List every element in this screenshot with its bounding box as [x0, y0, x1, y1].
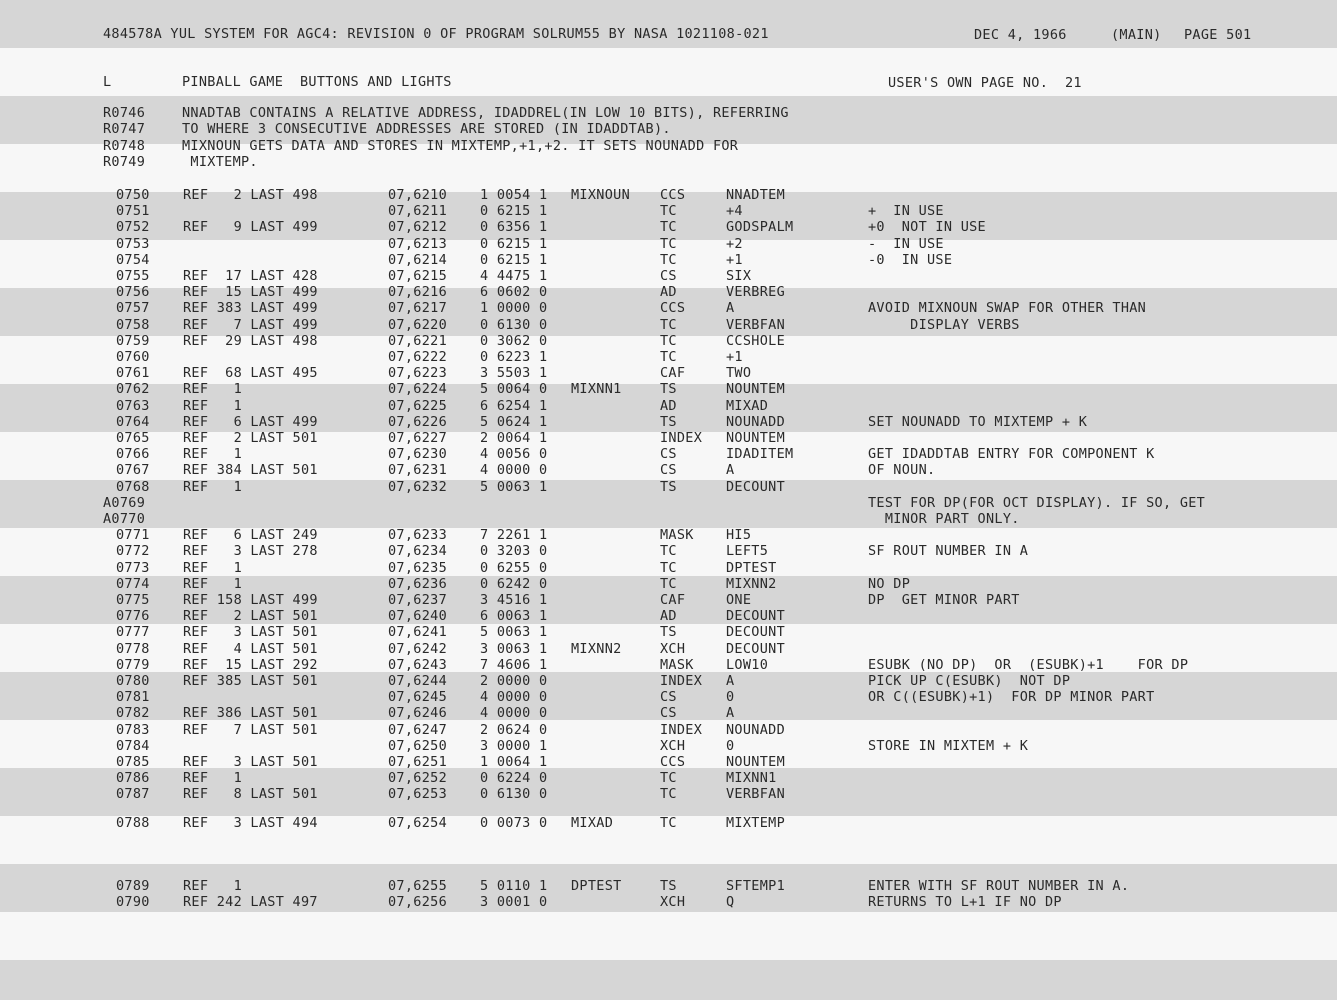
- listing-cross-reference: REF 158 LAST 499: [183, 592, 318, 608]
- listing-opcode: TS: [660, 624, 677, 641]
- listing-cross-reference: REF 15 LAST 499: [183, 284, 318, 301]
- listing-object-code: 4 0000 0: [480, 689, 548, 706]
- remark-line-number: R0746: [103, 105, 146, 121]
- listing-cross-reference: REF 7 LAST 501: [183, 721, 318, 738]
- listing-line-number: 0784: [116, 737, 150, 754]
- listing-cross-reference: REF 1: [183, 397, 242, 414]
- listing-operand: CCSHOLE: [726, 332, 785, 349]
- listing-cross-reference: REF 1: [183, 446, 242, 463]
- listing-comment: -0 IN USE: [868, 251, 953, 268]
- listing-opcode: INDEX: [660, 673, 703, 689]
- listing-cross-reference: REF 1: [183, 559, 242, 576]
- listing-line-number: 0754: [116, 251, 150, 268]
- listing-address: 07,6221: [388, 332, 447, 349]
- listing-comment: STORE IN MIXTEM + K: [868, 737, 1029, 754]
- listing-line-number: 0762: [116, 381, 150, 398]
- listing-operand: SIX: [726, 268, 752, 284]
- listing-address: 07,6253: [388, 786, 447, 803]
- listing-cross-reference: REF 9 LAST 499: [183, 219, 318, 236]
- remark-text: TO WHERE 3 CONSECUTIVE ADDRESSES ARE STORED (IN IDADDTAB).: [182, 121, 671, 138]
- listing-operand: DECOUNT: [726, 478, 785, 495]
- listing-cross-reference: REF 242 LAST 497: [183, 894, 318, 910]
- listing-cross-reference: REF 6 LAST 249: [183, 527, 318, 544]
- listing-comment: SF ROUT NUMBER IN A: [868, 543, 1029, 560]
- listing-opcode: TC: [660, 235, 677, 252]
- remark-line-number: R0747: [103, 121, 146, 138]
- listing-opcode: MASK: [660, 527, 694, 544]
- listing-line-number: 0772: [116, 543, 150, 560]
- listing-opcode: TC: [660, 770, 677, 787]
- listing-comment: GET IDADDTAB ENTRY FOR COMPONENT K: [868, 446, 1155, 463]
- listing-comment: PICK UP C(ESUBK) NOT DP: [868, 673, 1071, 689]
- listing-comment: AVOID MIXNOUN SWAP FOR OTHER THAN: [868, 300, 1147, 317]
- listing-operand: NOUNADD: [726, 413, 785, 430]
- listing-address: 07,6230: [388, 446, 447, 463]
- listing-address: 07,6241: [388, 624, 447, 641]
- listing-operand: GODSPALM: [726, 219, 794, 236]
- listing-opcode: AD: [660, 608, 677, 625]
- listing-address: 07,6242: [388, 640, 447, 657]
- listing-operand: MIXAD: [726, 397, 769, 414]
- listing-cross-reference: REF 3 LAST 501: [183, 624, 318, 641]
- listing-object-code: 7 4606 1: [480, 656, 548, 673]
- listing-address: 07,6251: [388, 754, 447, 770]
- listing-line-number: 0767: [116, 462, 150, 479]
- listing-cross-reference: REF 6 LAST 499: [183, 413, 318, 430]
- listing-operand: A: [726, 705, 735, 722]
- listing-operand: VERBFAN: [726, 316, 785, 333]
- listing-cross-reference: REF 15 LAST 292: [183, 656, 318, 673]
- listing-line-number: 0756: [116, 284, 150, 301]
- listing-address: 07,6215: [388, 268, 447, 284]
- listing-object-code: 5 0624 1: [480, 413, 548, 430]
- listing-line-number: 0783: [116, 721, 150, 738]
- listing-address: 07,6213: [388, 235, 447, 252]
- listing-label: MIXNN2: [571, 640, 622, 657]
- listing-operand: 0: [726, 689, 735, 706]
- listing-comment: MINOR PART ONLY.: [868, 511, 1020, 527]
- header-section: (MAIN): [1111, 27, 1162, 43]
- listing-operand: NOUNTEM: [726, 381, 785, 398]
- listing-object-code: 3 0000 1: [480, 737, 548, 754]
- listing-opcode: XCH: [660, 640, 686, 657]
- listing-cross-reference: REF 7 LAST 499: [183, 316, 318, 333]
- listing-operand: NOUNTEM: [726, 430, 785, 446]
- listing-object-code: 0 6255 0: [480, 559, 548, 576]
- listing-opcode: TS: [660, 381, 677, 398]
- listing-object-code: 0 6215 1: [480, 203, 548, 220]
- listing-opcode: TS: [660, 878, 677, 894]
- listing-line-number: 0760: [116, 349, 150, 365]
- listing-cross-reference: REF 384 LAST 501: [183, 462, 318, 479]
- listing-opcode: CAF: [660, 592, 686, 608]
- listing-comment: SET NOUNADD TO MIXTEMP + K: [868, 413, 1088, 430]
- listing-line-number: 0753: [116, 235, 150, 252]
- listing-operand: LEFT5: [726, 543, 769, 560]
- listing-opcode: TC: [660, 349, 677, 365]
- listing-line-number: 0773: [116, 559, 150, 576]
- listing-cross-reference: REF 1: [183, 878, 242, 894]
- listing-opcode: CCS: [660, 187, 686, 203]
- listing-operand: Q: [726, 894, 735, 910]
- listing-comment: +0 NOT IN USE: [868, 219, 986, 236]
- listing-object-code: 6 0063 1: [480, 608, 548, 625]
- listing-address: 07,6220: [388, 316, 447, 333]
- listing-cross-reference: REF 386 LAST 501: [183, 705, 318, 722]
- listing-operand: A: [726, 300, 735, 317]
- listing-address: 07,6250: [388, 737, 447, 754]
- listing-address: 07,6232: [388, 478, 447, 495]
- listing-address: 07,6256: [388, 894, 447, 910]
- listing-operand: A: [726, 673, 735, 689]
- listing-address: 07,6236: [388, 575, 447, 592]
- listing-label: MIXAD: [571, 815, 614, 831]
- listing-object-code: 4 4475 1: [480, 268, 548, 284]
- listing-line-number: 0765: [116, 430, 150, 446]
- listing-comment: OF NOUN.: [868, 462, 936, 479]
- listing-operand: +1: [726, 251, 743, 268]
- listing-address: 07,6217: [388, 300, 447, 317]
- listing-line-number: A0769: [103, 494, 146, 511]
- listing-object-code: 1 0000 0: [480, 300, 548, 317]
- listing-operand: SFTEMP1: [726, 878, 785, 894]
- listing-operand: ONE: [726, 592, 752, 608]
- listing-address: 07,6235: [388, 559, 447, 576]
- listing-cross-reference: REF 3 LAST 278: [183, 543, 318, 560]
- listing-object-code: 0 6223 1: [480, 349, 548, 365]
- header-date: DEC 4, 1966: [974, 27, 1067, 43]
- listing-operand: DECOUNT: [726, 608, 785, 625]
- listing-address: 07,6247: [388, 721, 447, 738]
- listing-object-code: 6 6254 1: [480, 397, 548, 414]
- listing-opcode: CS: [660, 462, 677, 479]
- listing-object-code: 2 0064 1: [480, 430, 548, 446]
- listing-opcode: TC: [660, 219, 677, 236]
- listing-line-number: 0777: [116, 624, 150, 641]
- listing-object-code: 0 6224 0: [480, 770, 548, 787]
- listing-object-code: 3 0063 1: [480, 640, 548, 657]
- listing-cross-reference: REF 3 LAST 494: [183, 815, 318, 831]
- listing-line-number: 0785: [116, 754, 150, 770]
- listing-line-number: 0750: [116, 187, 150, 203]
- listing-address: 07,6243: [388, 656, 447, 673]
- listing-cross-reference: REF 385 LAST 501: [183, 673, 318, 689]
- listing-opcode: TC: [660, 575, 677, 592]
- remark-text: MIXNOUN GETS DATA AND STORES IN MIXTEMP,+1,+2. IT SETS NOUNADD FOR: [182, 137, 739, 154]
- listing-cross-reference: REF 2 LAST 501: [183, 608, 318, 625]
- listing-line-number: 0780: [116, 673, 150, 689]
- listing-operand: TWO: [726, 365, 752, 382]
- listing-object-code: 6 0602 0: [480, 284, 548, 301]
- listing-object-code: 2 0624 0: [480, 721, 548, 738]
- listing-line-number: 0788: [116, 815, 150, 831]
- listing-object-code: 3 4516 1: [480, 592, 548, 608]
- listing-address: 07,6252: [388, 770, 447, 787]
- subheader-tag: L: [103, 74, 112, 90]
- listing-opcode: TC: [660, 815, 677, 831]
- subheader-title: PINBALL GAME BUTTONS AND LIGHTS: [182, 74, 452, 90]
- listing-address: 07,6211: [388, 203, 447, 220]
- listing-opcode: AD: [660, 397, 677, 414]
- listing-address: 07,6233: [388, 527, 447, 544]
- listing-object-code: 1 0064 1: [480, 754, 548, 770]
- listing-address: 07,6216: [388, 284, 447, 301]
- listing-label: MIXNOUN: [571, 187, 630, 203]
- listing-opcode: INDEX: [660, 721, 703, 738]
- listing-opcode: CCS: [660, 300, 686, 317]
- listing-cross-reference: REF 1: [183, 575, 242, 592]
- listing-cross-reference: REF 68 LAST 495: [183, 365, 318, 382]
- listing-address: 07,6244: [388, 673, 447, 689]
- listing-address: 07,6222: [388, 349, 447, 365]
- listing-operand: MIXTEMP: [726, 815, 785, 831]
- listing-object-code: 0 3062 0: [480, 332, 548, 349]
- listing-cross-reference: REF 1: [183, 478, 242, 495]
- listing-opcode: CS: [660, 268, 677, 284]
- listing-opcode: XCH: [660, 737, 686, 754]
- listing-opcode: TC: [660, 332, 677, 349]
- listing-address: 07,6212: [388, 219, 447, 236]
- listing-line-number: 0752: [116, 219, 150, 236]
- listing-object-code: 1 0054 1: [480, 187, 548, 203]
- listing-line-number: 0779: [116, 656, 150, 673]
- listing-object-code: 4 0056 0: [480, 446, 548, 463]
- listing-comment: OR C((ESUBK)+1) FOR DP MINOR PART: [868, 689, 1155, 706]
- listing-operand: MIXNN1: [726, 770, 777, 787]
- listing-object-code: 5 0064 0: [480, 381, 548, 398]
- listing-opcode: TC: [660, 543, 677, 560]
- listing-opcode: CS: [660, 689, 677, 706]
- listing-opcode: AD: [660, 284, 677, 301]
- listing-address: 07,6225: [388, 397, 447, 414]
- listing-address: 07,6227: [388, 430, 447, 446]
- listing-cross-reference: REF 3 LAST 501: [183, 754, 318, 770]
- listing-address: 07,6245: [388, 689, 447, 706]
- listing-operand: VERBREG: [726, 284, 785, 301]
- listing-operand: NOUNADD: [726, 721, 785, 738]
- listing-operand: +1: [726, 349, 743, 365]
- listing-opcode: TC: [660, 786, 677, 803]
- listing-cross-reference: REF 17 LAST 428: [183, 268, 318, 284]
- listing-line-number: 0787: [116, 786, 150, 803]
- listing-operand: MIXNN2: [726, 575, 777, 592]
- listing-line-number: 0774: [116, 575, 150, 592]
- listing-object-code: 4 0000 0: [480, 705, 548, 722]
- listing-address: 07,6226: [388, 413, 447, 430]
- listing-address: 07,6254: [388, 815, 447, 831]
- listing-operand: HI5: [726, 527, 752, 544]
- listing-object-code: 4 0000 0: [480, 462, 548, 479]
- listing-cross-reference: REF 4 LAST 501: [183, 640, 318, 657]
- listing-comment: ENTER WITH SF ROUT NUMBER IN A.: [868, 878, 1130, 894]
- listing-operand: VERBFAN: [726, 786, 785, 803]
- listing-object-code: 0 6356 1: [480, 219, 548, 236]
- listing-comment: NO DP: [868, 575, 911, 592]
- listing-operand: DECOUNT: [726, 624, 785, 641]
- listing-object-code: 7 2261 1: [480, 527, 548, 544]
- listing-cross-reference: REF 2 LAST 498: [183, 187, 318, 203]
- listing-address: 07,6210: [388, 187, 447, 203]
- listing-address: 07,6224: [388, 381, 447, 398]
- listing-line-number: 0757: [116, 300, 150, 317]
- listing-operand: +2: [726, 235, 743, 252]
- listing-operand: DPTEST: [726, 559, 777, 576]
- listing-line-number: 0768: [116, 478, 150, 495]
- listing-operand: LOW10: [726, 656, 769, 673]
- listing-address: 07,6234: [388, 543, 447, 560]
- listing-opcode: TS: [660, 413, 677, 430]
- listing-cross-reference: REF 29 LAST 498: [183, 332, 318, 349]
- listing-object-code: 0 3203 0: [480, 543, 548, 560]
- listing-object-code: 0 6130 0: [480, 786, 548, 803]
- listing-line-number: 0782: [116, 705, 150, 722]
- listing-object-code: 5 0063 1: [480, 624, 548, 641]
- listing-object-code: 3 0001 0: [480, 894, 548, 910]
- listing-opcode: TS: [660, 478, 677, 495]
- header-title: 484578A YUL SYSTEM FOR AGC4: REVISION 0 OF PROGRAM SOLRUM55 BY NASA 1021108-021: [103, 26, 769, 42]
- listing-object-code: 3 5503 1: [480, 365, 548, 382]
- listing-object-code: 0 6215 1: [480, 235, 548, 252]
- listing-cross-reference: REF 1: [183, 770, 242, 787]
- listing-object-code: 2 0000 0: [480, 673, 548, 689]
- listing-comment: DISPLAY VERBS: [868, 316, 1020, 333]
- listing-object-code: 0 6130 0: [480, 316, 548, 333]
- listing-cross-reference: REF 8 LAST 501: [183, 786, 318, 803]
- listing-line-number: 0763: [116, 397, 150, 414]
- listing-operand: +4: [726, 203, 743, 220]
- listing-object-code: 5 0110 1: [480, 878, 548, 894]
- listing-comment: DP GET MINOR PART: [868, 592, 1020, 608]
- listing-line-number: 0781: [116, 689, 150, 706]
- remark-line-number: R0749: [103, 153, 146, 170]
- listing-cross-reference: REF 383 LAST 499: [183, 300, 318, 317]
- listing-line-number: 0759: [116, 332, 150, 349]
- listing-line-number: 0775: [116, 592, 150, 608]
- listing-comment: RETURNS TO L+1 IF NO DP: [868, 894, 1062, 910]
- listing-operand: NOUNTEM: [726, 754, 785, 770]
- listing-comment: ESUBK (NO DP) OR (ESUBK)+1 FOR DP: [868, 656, 1189, 673]
- listing-line-number: 0790: [116, 894, 150, 910]
- listing-object-code: 5 0063 1: [480, 478, 548, 495]
- listing-opcode: TC: [660, 559, 677, 576]
- remark-line-number: R0748: [103, 137, 146, 154]
- listing-comment: TEST FOR DP(FOR OCT DISPLAY). IF SO, GET: [868, 494, 1206, 511]
- listing-opcode: TC: [660, 316, 677, 333]
- listing-line-number: 0771: [116, 527, 150, 544]
- listing-operand: 0: [726, 737, 735, 754]
- listing-opcode: CAF: [660, 365, 686, 382]
- header-page-number: PAGE 501: [1184, 27, 1252, 43]
- listing-label: MIXNN1: [571, 381, 622, 398]
- listing-address: 07,6223: [388, 365, 447, 382]
- listing-address: 07,6214: [388, 251, 447, 268]
- listing-opcode: CCS: [660, 754, 686, 770]
- listing-line-number: 0776: [116, 608, 150, 625]
- listing-line-number: A0770: [103, 511, 146, 527]
- remark-text: NNADTAB CONTAINS A RELATIVE ADDRESS, IDADDREL(IN LOW 10 BITS), REFERRING: [182, 105, 789, 121]
- listing-operand: NNADTEM: [726, 187, 785, 203]
- listing-opcode: CS: [660, 705, 677, 722]
- listing-comment: + IN USE: [868, 203, 944, 220]
- listing-object-code: 0 6215 1: [480, 251, 548, 268]
- listing-operand: IDADITEM: [726, 446, 794, 463]
- listing-opcode: CS: [660, 446, 677, 463]
- listing-line-number: 0761: [116, 365, 150, 382]
- listing-cross-reference: REF 2 LAST 501: [183, 430, 318, 446]
- listing-operand: A: [726, 462, 735, 479]
- listing-object-code: 0 0073 0: [480, 815, 548, 831]
- listing-address: 07,6237: [388, 592, 447, 608]
- listing-operand: DECOUNT: [726, 640, 785, 657]
- listing-address: 07,6255: [388, 878, 447, 894]
- listing-line-number: 0764: [116, 413, 150, 430]
- listing-line-number: 0778: [116, 640, 150, 657]
- listing-opcode: TC: [660, 203, 677, 220]
- listing-line-number: 0789: [116, 878, 150, 894]
- listing-address: 07,6240: [388, 608, 447, 625]
- listing-opcode: MASK: [660, 656, 694, 673]
- listing-line-number: 0758: [116, 316, 150, 333]
- listing-opcode: TC: [660, 251, 677, 268]
- listing-line-number: 0766: [116, 446, 150, 463]
- listing-line-number: 0755: [116, 268, 150, 284]
- listing-line-number: 0786: [116, 770, 150, 787]
- listing-line-number: 0751: [116, 203, 150, 220]
- listing-object-code: 0 6242 0: [480, 575, 548, 592]
- listing-opcode: INDEX: [660, 430, 703, 446]
- listing-opcode: XCH: [660, 894, 686, 910]
- remark-text: MIXTEMP.: [182, 153, 258, 170]
- listing-address: 07,6231: [388, 462, 447, 479]
- user-page-number: USER'S OWN PAGE NO. 21: [888, 75, 1082, 91]
- listing-comment: - IN USE: [868, 235, 944, 252]
- listing-label: DPTEST: [571, 878, 622, 894]
- listing-cross-reference: REF 1: [183, 381, 242, 398]
- listing-address: 07,6246: [388, 705, 447, 722]
